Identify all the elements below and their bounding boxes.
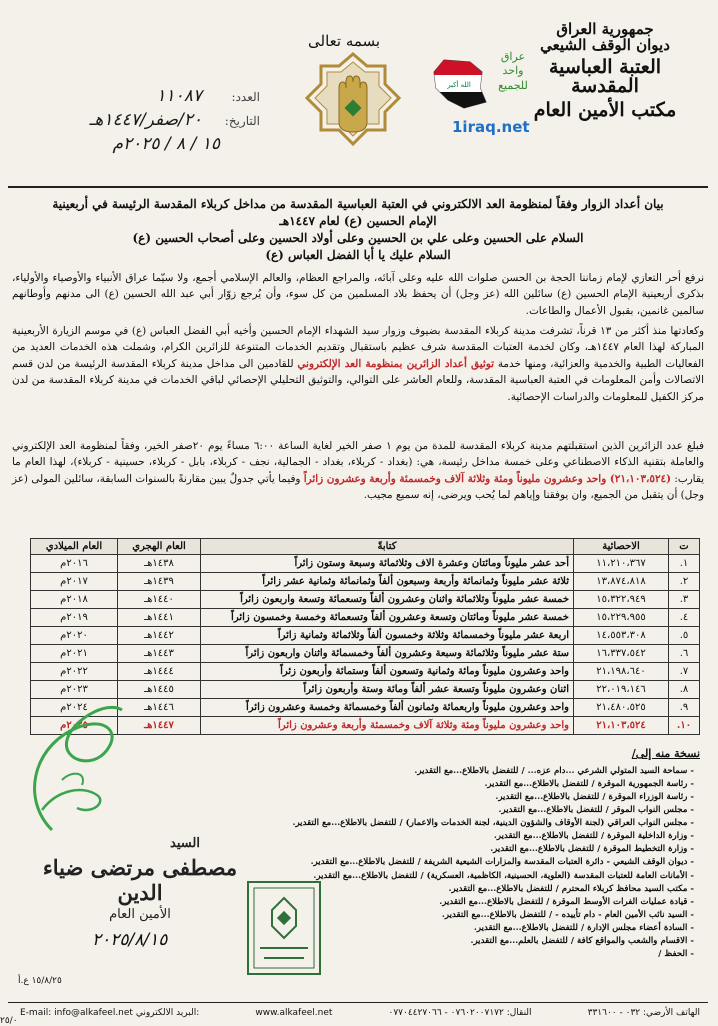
cell-count: ١٥،٢٢٩،٩٥٥ (574, 609, 669, 627)
header-hijri-year: العام الهجري (118, 539, 201, 555)
cell-written: ثلاثة عشر مليوناً وثمانمائة وأربعة وسبعون ألفاً وثمانمائة وثمانية عشر زائراً (201, 573, 574, 591)
table-header-row (31, 539, 700, 555)
cell-gregorian-year: ٢٠٢٤م (31, 699, 118, 717)
cell-written: خمسة عشر مليوناً ومائتان وتسعة وعشرون ألفاً وتسعمائة وخمسة وخمسون زائراً (201, 609, 574, 627)
handwritten-signature-icon (12, 690, 132, 844)
header-count: الاحصائية (574, 539, 669, 555)
cell-count: ١١،٢١٠،٣٦٧ (574, 555, 669, 573)
header-divider (8, 186, 708, 188)
cell-gregorian-year: ٢٠٢٠م (31, 627, 118, 645)
cell-hijri-year: ١٤٤٤هـ (118, 663, 201, 681)
cell-hijri-year: ١٤٤٦هـ (118, 699, 201, 717)
cell-gregorian-year: ٢٠٢١م (31, 645, 118, 663)
copy-recipient: - مكتب السيد محافظ كربلاء المحترم / للتفضل بالاطلاع...مع التقدير. (448, 883, 694, 894)
copy-recipient: - وزارة التخطيط الموقرة / للتفضل بالاطلاع...مع التقدير. (490, 844, 694, 855)
footer-mobile-label: النقال: (506, 1008, 532, 1018)
cell-hijri-year: ١٤٤٣هـ (118, 645, 201, 663)
cell-index: ٨. (669, 681, 700, 699)
site-url-watermark: 1iraq.net (452, 118, 530, 136)
paragraph-count (12, 438, 704, 504)
cell-index: ٩. (669, 699, 700, 717)
copy-recipient: - رئاسة الجمهورية الموقرة / للتفضل بالاطلاع...مع التقدير. (484, 779, 694, 790)
cell-written: واحد وعشرون مليوناً واربعمائة وثمانون ألفاً وخمسمائة وخمسة وعشرون زائراً (201, 699, 574, 717)
signature-name: مصطفى مرتضى ضياء الدين (42, 855, 238, 905)
footer-phone-value: ٠٣٢ - ٣٣١٦٠٠ (587, 1008, 641, 1018)
site-watermark-text (488, 50, 538, 93)
paragraph-service-text-a: وكعادتها منذ أكثر من ١٣ قرناً، تشرفت مدينة كربلاء المقدسة بضيوف وزوار سيد الشهداء الإمام الحسين وأخيه أبي الفضل العباس (ع) في موسم الزيارة الأربعينية المباركة لهذا العام ١٤٤٧هـ، وكان لخدمة العتبات المقدسة شرف عظيم باستقبال وتقديم الخدمات المتنوعة للزائرين الكرام، وشملت هذه الخدمات العديد من الفعاليات الطبية والخدمية والعزائية، ومنها خدمة (12, 325, 704, 370)
date-label: التاريخ: (224, 114, 260, 128)
cell-hijri-year: ١٤٣٩هـ (118, 573, 201, 591)
cell-hijri-year: ١٤٤٢هـ (118, 627, 201, 645)
cell-index: ٤. (669, 609, 700, 627)
copy-recipient: - رئاسة الوزراء الموقرة / للتفضل بالاطلاع...مع التقدير. (495, 792, 694, 803)
copy-recipient: - ديوان الوقف الشيعي - دائرة العتبات المقدسة والمزارات الشيعية الشريفة / للتفضل بالاطلاع...مع التقدير. (310, 857, 694, 868)
table-row (31, 645, 700, 663)
cell-count: ٢١،٤٨٠،٥٢٥ (574, 699, 669, 717)
paragraph-count-text-a: فبلغ عدد الزائرين الذين استقبلتهم مدينة كربلاء المقدسة للمدة من يوم ١ صفر الخير لغاية الساعة ٦:٠٠ مساءً يوم ٢٠صفر الخير، وفقاً لمنظومة العد الإلكتروني والعاملة بتقنية الذكاء الاصطناعي وعلى خمسة مداخل رئيسة، هي: (بغداد - كربلاء، بغداد - الجمالية، نجف - كربلاء، بابل - كربلاء، حسينية - كربلاء)، لهذا العام ما يقارب: (12, 440, 704, 485)
copies-heading: نسخة منه إلى/ (631, 747, 700, 760)
cell-gregorian-year: ٢٠٢٢م (31, 663, 118, 681)
signature-block (30, 836, 250, 922)
header-line-diwan: ديوان الوقف الشيعي (540, 35, 670, 54)
title-line-1: بيان أعداد الزوار وفقاً لمنظومة العد الالكتروني في العتبة العباسية المقدسة من مداخل كربلاء المقدسة الرئيسة في أربعينية (52, 197, 664, 211)
cell-gregorian-year: ٢٠١٦م (31, 555, 118, 573)
number-value: ١١٠٨٧ (156, 86, 202, 106)
copy-recipient: - مجلس النواب العراقي (لجنة الأوقاف والشؤون الدينية، لجنة الخدمات والاعمار) / للتفضل بالاطلاع...مع التقدير. (292, 818, 694, 829)
cell-count: ٢٢،٠١٩،١٤٦ (574, 681, 669, 699)
official-stamp-icon (244, 878, 324, 982)
cell-gregorian-year: ٢٠١٨م (31, 591, 118, 609)
cell-written: اثنان وعشرون مليوناً وتسعة عشر ألفاً ومائة وستة وأربعون زائراً (201, 681, 574, 699)
footer-mobile (388, 1008, 531, 1018)
date-gregorian: ١٥ / ٨ / ٢٠٢٥م (112, 134, 220, 154)
header-institution (520, 22, 690, 121)
header-line-office: مكتب الأمين العام (533, 99, 677, 122)
number-label: العدد: (231, 90, 260, 104)
cell-count: ١٣،٨٧٤،٨١٨ (574, 573, 669, 591)
signature-role: الأمين العام (109, 907, 171, 922)
table-row (31, 609, 700, 627)
cell-written: خمسة عشر مليوناً وثلاثمائة واثنان وعشرون ألفاً وتسعمائة وتسعة واربعون زائراً (201, 591, 574, 609)
corner-mark: ٢٥/٠ (0, 1016, 18, 1026)
basmala: بسمه تعالى (308, 32, 381, 50)
copy-recipient: - السادة أعضاء مجلس الإدارة / للتفضل بالاطلاع...مع التقدير. (473, 922, 694, 933)
cell-hijri-year: ١٤٤٥هـ (118, 681, 201, 699)
cell-hijri-year: ١٤٤٠هـ (118, 591, 201, 609)
header-line-republic: جمهورية العراق (556, 20, 654, 38)
title-line-4: السلام عليك يا أبا الفضل العباس (ع) (265, 248, 451, 263)
signature-title: السيد (170, 836, 200, 851)
cell-count: ١٤،٥٥٣،٣٠٨ (574, 627, 669, 645)
cell-hijri-year: ١٤٣٨هـ (118, 555, 201, 573)
cell-written: واحد وعشرون مليوناً ومئة وثلاثة آلاف وخمسمئة وأربعة وعشرون زائراً (201, 717, 574, 735)
cell-gregorian-year: ٢٠١٧م (31, 573, 118, 591)
cell-count: ٢١،١٠٣،٥٢٤ (574, 717, 669, 735)
cell-hijri-year: ١٤٤٧هـ (118, 717, 201, 735)
cell-index: ١٠. (669, 717, 700, 735)
cell-written: اربعة عشر مليوناً وخمسمائة وثلاثة وخمسون ألفاً وثلاثمائة وثمانية زائراً (201, 627, 574, 645)
footer-email-label: البريد الالكتروني: (135, 1008, 200, 1018)
cell-gregorian-year: ٢٠٢٣م (31, 681, 118, 699)
paragraph-count-highlight: (٢١،١٠٣،٥٢٤) واحد وعشرون مليوناً ومئة وثلاثة آلاف وخمسمئة وأربعة وعشرون زائراً (303, 472, 672, 485)
copy-recipient: - مجلس النواب الموقر / للتفضل بالاطلاع...مع التقدير. (498, 805, 694, 816)
iraq-map-flag-icon (430, 58, 488, 114)
hamsa-emblem-icon (305, 52, 401, 160)
cell-count: ١٦،٣٣٧،٥٤٢ (574, 645, 669, 663)
cell-written: أحد عشر مليوناً ومائتان وعشرة الاف وثلاثمائة وسبعة وستون زائراً (201, 555, 574, 573)
table-row (31, 591, 700, 609)
header-gregorian-year: العام الميلادي (31, 539, 118, 555)
date-hijri: ٢٠/صفر/١٤٤٧هـ (89, 110, 202, 130)
site-text-1: عراق (500, 50, 526, 63)
footer-mobile-value: ٠٧٦٠٢٠٠٧١٧٢ - ٠٧٧٠٤٤٢٧٠٦٦ (388, 1008, 504, 1018)
signature-date: ٢٠٢٥/٨/١٥ (92, 930, 168, 950)
copy-recipient: - قيادة عمليات الفرات الأوسط الموقرة / للتفضل بالاطلاع...مع التقدير. (439, 896, 694, 907)
cell-hijri-year: ١٤٤١هـ (118, 609, 201, 627)
header-line-atabah: العتبة العباسية المقدسة (548, 55, 662, 98)
header-index: ت (669, 539, 700, 555)
cell-index: ٣. (669, 591, 700, 609)
title-line-2: الإمام الحسين (ع) لعام ١٤٤٧هـ (279, 214, 437, 229)
copy-recipient: - وزارة الداخلية الموقرة / للتفضل بالاطلاع...مع التقدير. (493, 831, 694, 842)
cell-index: ١. (669, 555, 700, 573)
table-row (31, 555, 700, 573)
footer-phone-label: الهاتف الأرضي: (643, 1008, 700, 1018)
site-text-2: واحد (502, 64, 524, 78)
header-written: كتابةً (201, 539, 574, 555)
copy-recipient: - سماحة السيد المتولي الشرعي ...دام عزه... / للتفضل بالاطلاع...مع التقدير. (414, 766, 694, 776)
paragraph-service-text-b: للقادمين الى مداخل مدينة كربلاء المقدسة الرئيسة من لدن قسم الاتصالات وأمن المعلومات في العتبة العباسية المقدسة، وللعام العاشر على التوالي، والتوثيق التحليلي الإحصائي لباقي الخدمات في مدينة كربلاء المقدسة من لدن مركز الكفيل للمعلومات والدراسات الإحصائية. (12, 357, 704, 403)
footer-email (20, 1008, 199, 1018)
table-row (31, 627, 700, 645)
copy-recipient: - الاقسام والشعب والمواقع كافة / للتفضل بالعلم...مع التقدير. (470, 935, 694, 946)
cell-written: واحد وعشرون مليوناً ومائة وثمانية وتسعون ألفاً وستمائة وأربعون زئراً (201, 663, 574, 681)
cell-index: ٦. (669, 645, 700, 663)
copy-recipient: - الأمانات العامة للعتبات المقدسة (العلوية، الحسينية، الكاظمية، العسكرية) / للتفضل بالاطلاع...مع التقدير. (313, 870, 694, 881)
cell-gregorian-year: ٢٠١٩م (31, 609, 118, 627)
table-row (31, 663, 700, 681)
cell-index: ٢. (669, 573, 700, 591)
cell-index: ٧. (669, 663, 700, 681)
document-meta (30, 86, 260, 158)
table-row (31, 573, 700, 591)
footer-email-value: E-mail: info@alkafeel.net (20, 1008, 133, 1018)
paragraph-count-text-b: وفيما يأتي جدولٌ يبين مقارنةً بالسنوات السابقة، سائلين المولى (عز وجل) أن يتقبل من الجميع، وان يوفقنا وإياهم لما يُحب ويرضى، إنه سميع مجيب. (12, 472, 704, 502)
site-text-3: للجميع (498, 78, 528, 92)
flag-text: الله أكبر (447, 81, 471, 89)
cell-index: ٥. (669, 627, 700, 645)
footer-phone (588, 1008, 700, 1018)
title-line-3: السلام على الحسين وعلى علي بن الحسين وعلى أولاد الحسين وعلى أصحاب الحسين (ع) (132, 231, 584, 246)
statement-title (10, 196, 706, 264)
paragraph-service-highlight: توثيق أعداد الزائرين بمنظومة العد الإلكتروني (297, 357, 494, 370)
copy-recipient: - السيد نائب الأمين العام - دام تأييده - / للتفضل بالاطلاع...مع التقدير. (441, 909, 694, 920)
reference-code: ١٥/٨/٢٥ ع.أ (18, 976, 62, 986)
paragraph-condolence: نرفع أحر التعازي لإمام زماننا الحجة بن الحسن صلوات الله عليه وعلى آبائه، والمراجع العظام، والعالم الإسلامي أجمع، ولا سيّما عراق الأنبياء والأوصياء والأولياء، بذكرى أربعينية الإمام الحسين (ع) سائلين الله (عز وجل) أن يحفظ بلاد المسلمين من كل سوء، وأن يُرجع زوّار أبي عبد الله الحسين (ع) الى مدنهم وأوطانهم سالمين غانمين، بقبول الأعمال والطاعات. (12, 272, 704, 317)
copy-recipient: - الحفظ / (658, 948, 694, 959)
cell-count: ٢١،١٩٨،٦٤٠ (574, 663, 669, 681)
cell-count: ١٥،٣٢٢،٩٤٩ (574, 591, 669, 609)
paragraph-service (12, 323, 704, 405)
footer-website: www.alkafeel.net (255, 1008, 333, 1018)
cell-gregorian-year: ٢٠٢٥م (31, 717, 118, 735)
cell-written: ستة عشر مليوناً وثلاثمائة وسبعة وعشرون ألفاً وخمسمائة واثنان واربعون زائراً (201, 645, 574, 663)
footer-divider (8, 1002, 708, 1003)
footer (20, 1008, 700, 1018)
